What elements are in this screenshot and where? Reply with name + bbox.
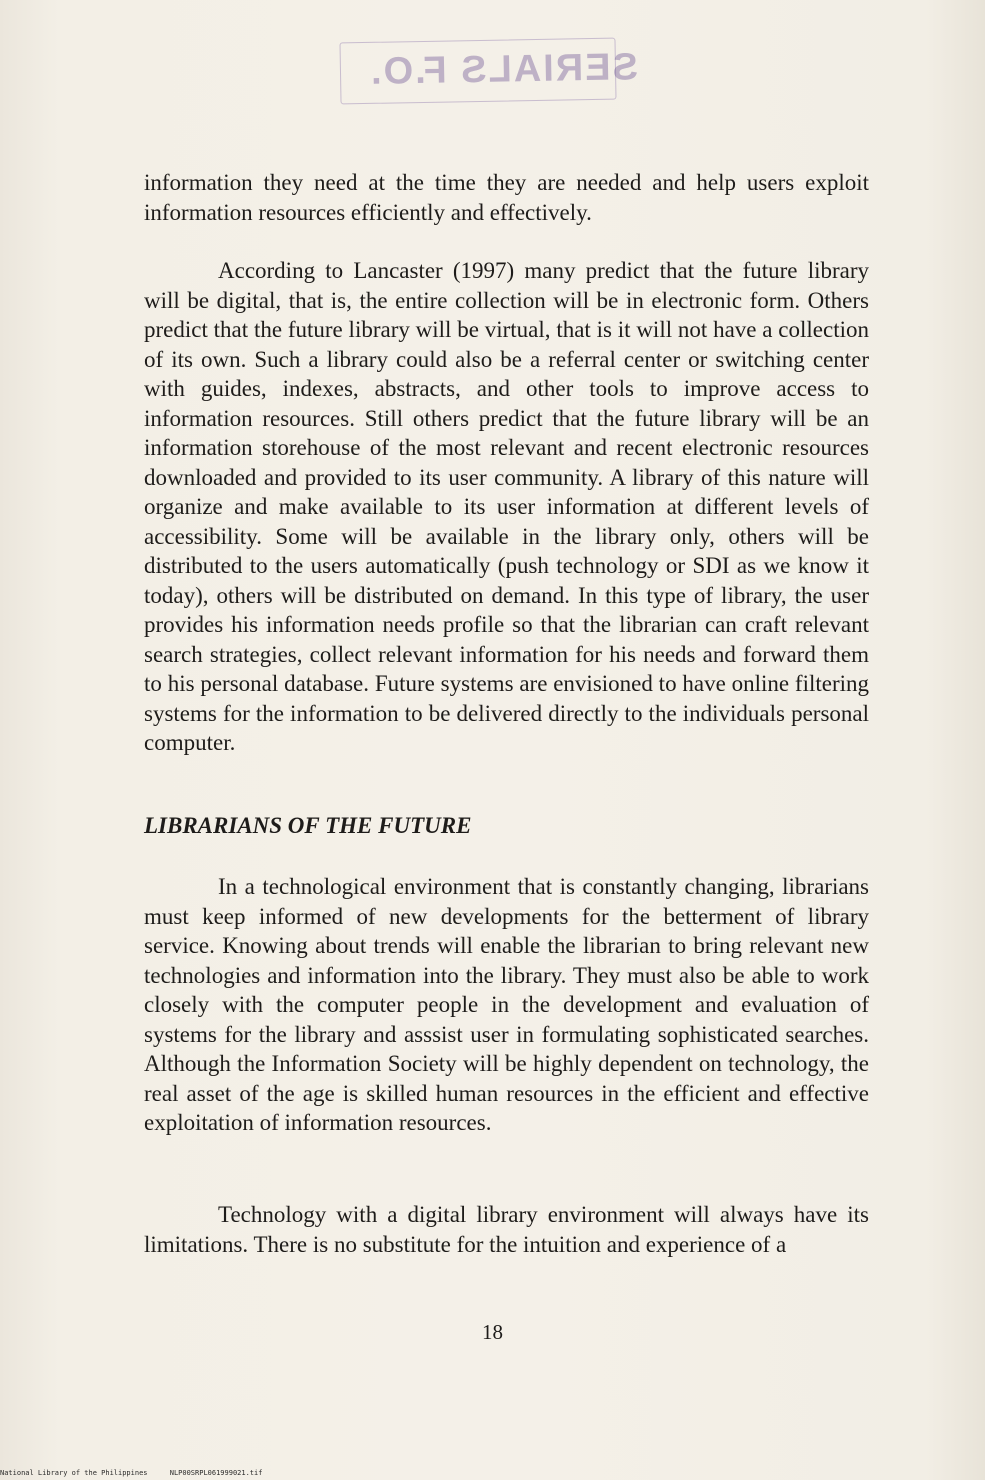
paragraph-lancaster: According to Lancaster (1997) many predict that the future library will be digital, that is, the entire collection will be in electronic form. Others predict that the future library will be virtual, that is it will not have a collection of its own. Such a library could also be a referral center or switching center with guides, indexes, abstracts, and other tools to improve access to information resources. Still others predict that the future library will be an information storehouse of the most relevant and recent electronic resources downloaded and provided to its user community. A library of this nature will organize and make available to its user information at different levels of accessibility. Some will be available in the library only, others will be distributed to the users automatically (push technology or SDI as we know it today), others will be distributed on demand. In this type of library, the user provides his information needs profile so that the librarian can craft relevant search strategies, collect relevant information for his needs and forward them to his personal database. Future systems are envisioned to have online filtering systems for the information to be delivered directly to the individuals personal computer.: [144, 258, 869, 755]
scan-footer: [0, 1469, 262, 1477]
paragraph-continuation: information they need at the time they are needed and help users exploit information resources efficiently and effectively.: [144, 170, 869, 225]
library-stamp: [339, 38, 639, 105]
section-heading: LIBRARIANS OF THE FUTURE: [144, 813, 472, 838]
paragraph-technology: Technology with a digital library environment will always have its limitations. There is no substitute for the intuition and experience of a: [144, 1202, 869, 1257]
page-number: 18: [482, 1320, 503, 1344]
footer-file-name: NLP00SRPL061999021.tif: [169, 1469, 263, 1477]
paragraph-librarians: In a technological environment that is constantly changing, librarians must keep informed of new developments for the betterment of library service. Knowing about trends will enable the librarian to bring relevant new technologies and information into the library. They must also be able to work closely with the computer people in the development and evaluation of systems for the library and asssist user in formulating sophisticated searches. Although the Information Society will be highly dependent on technology, the real asset of the age is skilled human resources in the efficient and effective exploitation of information resources.: [144, 874, 869, 1135]
footer-institution: National Library of the Philippines: [0, 1469, 148, 1477]
stamp-text: SERIALS F.O.: [368, 46, 639, 93]
